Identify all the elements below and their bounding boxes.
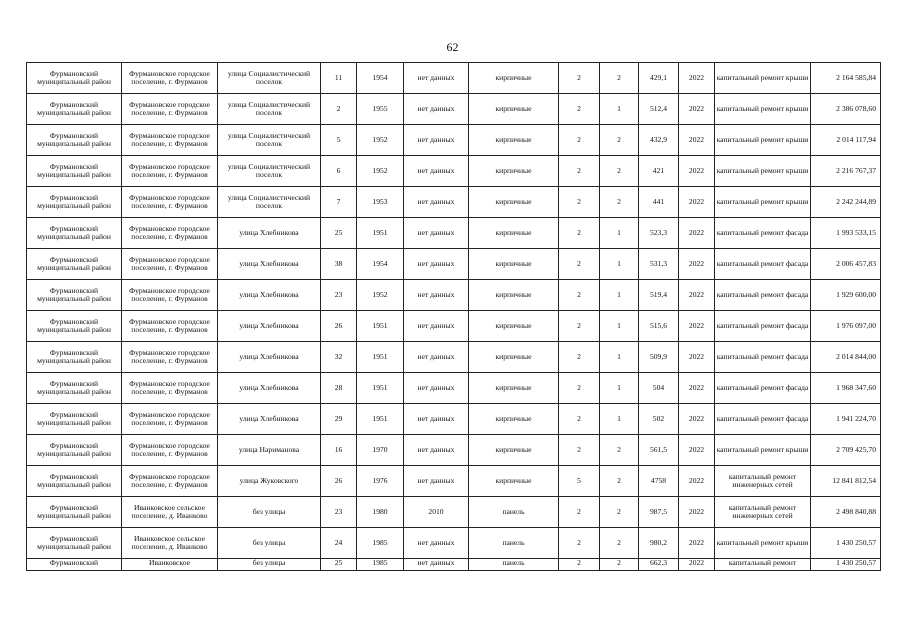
- cell-build-year: 1952: [357, 125, 404, 156]
- cell-wall-material: кирпичные: [469, 94, 559, 125]
- cell-repair-year: 2022: [679, 435, 715, 466]
- cell-street: улица Хлебникова: [218, 249, 321, 280]
- cell-repair-year: 2022: [679, 249, 715, 280]
- cell-floors: 2: [559, 373, 600, 404]
- cell-house-number: 23: [321, 497, 357, 528]
- cell-work-type: капитальный ремонт фасада: [715, 218, 811, 249]
- cell-reconstruction-year: нет данных: [404, 435, 469, 466]
- table-row: [27, 497, 881, 528]
- cell-entrances: 1: [600, 94, 639, 125]
- cell-floors: 2: [559, 63, 600, 94]
- cell-reconstruction-year: нет данных: [404, 528, 469, 559]
- cell-street: улица Социалистический поселок: [218, 63, 321, 94]
- cell-area: 441: [639, 187, 679, 218]
- cell-wall-material: панель: [469, 497, 559, 528]
- cell-area: 523,3: [639, 218, 679, 249]
- table-row: [27, 559, 881, 571]
- cell-district: Фурмановский муниципальный район: [27, 435, 122, 466]
- cell-floors: 2: [559, 528, 600, 559]
- cell-floors: 2: [559, 497, 600, 528]
- table-row: [27, 466, 881, 497]
- cell-settlement: Фурмановское городское поселение, г. Фурманов: [122, 404, 218, 435]
- cell-district: Фурмановский муниципальный район: [27, 404, 122, 435]
- cell-district: Фурмановский муниципальный район: [27, 373, 122, 404]
- cell-cost: 12 841 812,54: [811, 466, 881, 497]
- cell-house-number: 28: [321, 373, 357, 404]
- cell-floors: 2: [559, 311, 600, 342]
- cell-district: Фурмановский муниципальный район: [27, 280, 122, 311]
- cell-cost: 1 993 533,15: [811, 218, 881, 249]
- cell-settlement: Фурмановское городское поселение, г. Фурманов: [122, 435, 218, 466]
- cell-house-number: 29: [321, 404, 357, 435]
- cell-street: без улицы: [218, 528, 321, 559]
- cell-street: улица Хлебникова: [218, 280, 321, 311]
- cell-repair-year: 2022: [679, 125, 715, 156]
- cell-wall-material: панель: [469, 559, 559, 571]
- cell-repair-year: 2022: [679, 404, 715, 435]
- cell-entrances: 1: [600, 280, 639, 311]
- cell-work-type: капитальный ремонт фасада: [715, 280, 811, 311]
- cell-area: 519,4: [639, 280, 679, 311]
- cell-street: улица Жуковского: [218, 466, 321, 497]
- cell-work-type: капитальный ремонт фасада: [715, 311, 811, 342]
- cell-reconstruction-year: нет данных: [404, 63, 469, 94]
- cell-floors: 2: [559, 187, 600, 218]
- cell-cost: 2 242 244,89: [811, 187, 881, 218]
- cell-house-number: 32: [321, 342, 357, 373]
- cell-work-type: капитальный ремонт крыши: [715, 94, 811, 125]
- cell-build-year: 1951: [357, 218, 404, 249]
- cell-repair-year: 2022: [679, 559, 715, 571]
- cell-house-number: 16: [321, 435, 357, 466]
- cell-work-type: капитальный ремонт крыши: [715, 528, 811, 559]
- cell-entrances: 1: [600, 373, 639, 404]
- cell-wall-material: кирпичные: [469, 63, 559, 94]
- cell-entrances: 1: [600, 311, 639, 342]
- cell-floors: 2: [559, 435, 600, 466]
- cell-area: 421: [639, 156, 679, 187]
- cell-area: 561,5: [639, 435, 679, 466]
- cell-street: улица Хлебникова: [218, 342, 321, 373]
- cell-cost: 1 430 250,57: [811, 528, 881, 559]
- cell-cost: 1 968 347,60: [811, 373, 881, 404]
- cell-work-type: капитальный ремонт фасада: [715, 249, 811, 280]
- cell-house-number: 26: [321, 466, 357, 497]
- cell-cost: 1 976 097,00: [811, 311, 881, 342]
- cell-floors: 2: [559, 404, 600, 435]
- cell-reconstruction-year: нет данных: [404, 559, 469, 571]
- cell-street: улица Социалистический поселок: [218, 187, 321, 218]
- cell-street: без улицы: [218, 559, 321, 571]
- cell-settlement: Фурмановское городское поселение, г. Фурманов: [122, 311, 218, 342]
- cell-cost: 1 430 250,57: [811, 559, 881, 571]
- cell-wall-material: кирпичные: [469, 218, 559, 249]
- cell-district: Фурмановский муниципальный район: [27, 156, 122, 187]
- table-row: [27, 63, 881, 94]
- cell-settlement: Фурмановское городское поселение, г. Фурманов: [122, 466, 218, 497]
- cell-street: улица Хлебникова: [218, 404, 321, 435]
- cell-reconstruction-year: 2010: [404, 497, 469, 528]
- cell-work-type: капитальный ремонт крыши: [715, 125, 811, 156]
- cell-wall-material: кирпичные: [469, 435, 559, 466]
- cell-area: 531,3: [639, 249, 679, 280]
- cell-house-number: 25: [321, 559, 357, 571]
- table-row: [27, 342, 881, 373]
- cell-house-number: 38: [321, 249, 357, 280]
- cell-district: Фурмановский муниципальный район: [27, 311, 122, 342]
- cell-wall-material: кирпичные: [469, 342, 559, 373]
- cell-district: Фурмановский муниципальный район: [27, 342, 122, 373]
- cell-area: 502: [639, 404, 679, 435]
- cell-district: Фурмановский муниципальный район: [27, 466, 122, 497]
- cell-reconstruction-year: нет данных: [404, 249, 469, 280]
- cell-entrances: 2: [600, 497, 639, 528]
- cell-repair-year: 2022: [679, 63, 715, 94]
- cell-area: 432,9: [639, 125, 679, 156]
- cell-cost: 2 014 844,00: [811, 342, 881, 373]
- cell-work-type: капитальный ремонт фасада: [715, 373, 811, 404]
- cell-wall-material: кирпичные: [469, 280, 559, 311]
- cell-area: 515,6: [639, 311, 679, 342]
- cell-entrances: 1: [600, 218, 639, 249]
- cell-street: улица Нариманова: [218, 435, 321, 466]
- cell-house-number: 23: [321, 280, 357, 311]
- cell-house-number: 25: [321, 218, 357, 249]
- cell-house-number: 24: [321, 528, 357, 559]
- cell-work-type: капитальный ремонт крыши: [715, 156, 811, 187]
- cell-build-year: 1951: [357, 311, 404, 342]
- cell-floors: 2: [559, 125, 600, 156]
- table-row: [27, 280, 881, 311]
- cell-street: улица Социалистический поселок: [218, 125, 321, 156]
- cell-build-year: 1954: [357, 249, 404, 280]
- cell-work-type: капитальный ремонт инженерных сетей: [715, 497, 811, 528]
- cell-settlement: Фурмановское городское поселение, г. Фурманов: [122, 218, 218, 249]
- cell-area: 509,9: [639, 342, 679, 373]
- cell-reconstruction-year: нет данных: [404, 373, 469, 404]
- cell-cost: 1 941 224,70: [811, 404, 881, 435]
- cell-work-type: капитальный ремонт крыши: [715, 63, 811, 94]
- cell-build-year: 1953: [357, 187, 404, 218]
- cell-wall-material: кирпичные: [469, 249, 559, 280]
- cell-repair-year: 2022: [679, 280, 715, 311]
- cell-cost: 2 709 425,70: [811, 435, 881, 466]
- cell-entrances: 2: [600, 559, 639, 571]
- table-row: [27, 94, 881, 125]
- cell-entrances: 1: [600, 404, 639, 435]
- cell-settlement: Иванковское: [122, 559, 218, 571]
- cell-house-number: 7: [321, 187, 357, 218]
- cell-cost: 2 216 767,37: [811, 156, 881, 187]
- cell-area: 987,5: [639, 497, 679, 528]
- cell-wall-material: кирпичные: [469, 404, 559, 435]
- cell-street: без улицы: [218, 497, 321, 528]
- cell-district: Фурмановский муниципальный район: [27, 249, 122, 280]
- cell-reconstruction-year: нет данных: [404, 94, 469, 125]
- cell-reconstruction-year: нет данных: [404, 404, 469, 435]
- table-row: [27, 218, 881, 249]
- table-row: [27, 435, 881, 466]
- cell-house-number: 26: [321, 311, 357, 342]
- cell-reconstruction-year: нет данных: [404, 342, 469, 373]
- cell-build-year: 1970: [357, 435, 404, 466]
- cell-wall-material: кирпичные: [469, 156, 559, 187]
- cell-repair-year: 2022: [679, 373, 715, 404]
- cell-floors: 5: [559, 466, 600, 497]
- cell-entrances: 2: [600, 187, 639, 218]
- table-row: [27, 373, 881, 404]
- cell-work-type: капитальный ремонт фасада: [715, 342, 811, 373]
- table-row: [27, 187, 881, 218]
- cell-build-year: 1976: [357, 466, 404, 497]
- cell-repair-year: 2022: [679, 187, 715, 218]
- cell-entrances: 2: [600, 528, 639, 559]
- cell-build-year: 1955: [357, 94, 404, 125]
- cell-wall-material: панель: [469, 528, 559, 559]
- cell-cost: 2 498 840,88: [811, 497, 881, 528]
- table-row: [27, 125, 881, 156]
- cell-entrances: 2: [600, 466, 639, 497]
- cell-district: Фурмановский муниципальный район: [27, 63, 122, 94]
- cell-reconstruction-year: нет данных: [404, 311, 469, 342]
- cell-entrances: 2: [600, 125, 639, 156]
- cell-settlement: Фурмановское городское поселение, г. Фурманов: [122, 373, 218, 404]
- cell-wall-material: кирпичные: [469, 373, 559, 404]
- cell-entrances: 2: [600, 156, 639, 187]
- cell-repair-year: 2022: [679, 156, 715, 187]
- cell-reconstruction-year: нет данных: [404, 187, 469, 218]
- cell-work-type: капитальный ремонт крыши: [715, 435, 811, 466]
- cell-cost: 2 164 585,84: [811, 63, 881, 94]
- cell-settlement: Фурмановское городское поселение, г. Фурманов: [122, 94, 218, 125]
- cell-floors: 2: [559, 559, 600, 571]
- cell-work-type: капитальный ремонт крыши: [715, 187, 811, 218]
- cell-settlement: Фурмановское городское поселение, г. Фурманов: [122, 125, 218, 156]
- cell-cost: 2 014 117,94: [811, 125, 881, 156]
- cell-reconstruction-year: нет данных: [404, 280, 469, 311]
- cell-build-year: 1951: [357, 342, 404, 373]
- cell-house-number: 11: [321, 63, 357, 94]
- cell-repair-year: 2022: [679, 497, 715, 528]
- cell-wall-material: кирпичные: [469, 466, 559, 497]
- cell-area: 504: [639, 373, 679, 404]
- cell-settlement: Фурмановское городское поселение, г. Фурманов: [122, 63, 218, 94]
- cell-area: 512,4: [639, 94, 679, 125]
- cell-settlement: Фурмановское городское поселение, г. Фурманов: [122, 187, 218, 218]
- cell-settlement: Фурмановское городское поселение, г. Фурманов: [122, 280, 218, 311]
- cell-floors: 2: [559, 280, 600, 311]
- cell-entrances: 1: [600, 342, 639, 373]
- cell-reconstruction-year: нет данных: [404, 466, 469, 497]
- cell-area: 429,1: [639, 63, 679, 94]
- cell-repair-year: 2022: [679, 94, 715, 125]
- cell-district: Фурмановский муниципальный район: [27, 218, 122, 249]
- table-body: [27, 63, 881, 571]
- cell-floors: 2: [559, 249, 600, 280]
- cell-settlement: Фурмановское городское поселение, г. Фурманов: [122, 249, 218, 280]
- cell-build-year: 1985: [357, 528, 404, 559]
- table-row: [27, 528, 881, 559]
- table-row: [27, 404, 881, 435]
- cell-entrances: 2: [600, 435, 639, 466]
- cell-reconstruction-year: нет данных: [404, 218, 469, 249]
- cell-build-year: 1952: [357, 156, 404, 187]
- cell-wall-material: кирпичные: [469, 311, 559, 342]
- page-number: 62: [446, 40, 459, 54]
- cell-repair-year: 2022: [679, 342, 715, 373]
- cell-repair-year: 2022: [679, 466, 715, 497]
- cell-reconstruction-year: нет данных: [404, 156, 469, 187]
- cell-house-number: 2: [321, 94, 357, 125]
- cell-wall-material: кирпичные: [469, 125, 559, 156]
- cell-settlement: Фурмановское городское поселение, г. Фурманов: [122, 156, 218, 187]
- cell-area: 4758: [639, 466, 679, 497]
- cell-build-year: 1985: [357, 559, 404, 571]
- cell-street: улица Социалистический поселок: [218, 156, 321, 187]
- cell-cost: 1 929 600,00: [811, 280, 881, 311]
- cell-house-number: 5: [321, 125, 357, 156]
- buildings-table: [26, 62, 881, 571]
- table-row: [27, 249, 881, 280]
- cell-work-type: капитальный ремонт инженерных сетей: [715, 466, 811, 497]
- cell-district: Фурмановский: [27, 559, 122, 571]
- table-row: [27, 311, 881, 342]
- cell-district: Фурмановский муниципальный район: [27, 497, 122, 528]
- cell-district: Фурмановский муниципальный район: [27, 125, 122, 156]
- cell-cost: 2 006 457,83: [811, 249, 881, 280]
- cell-floors: 2: [559, 218, 600, 249]
- cell-district: Фурмановский муниципальный район: [27, 528, 122, 559]
- cell-repair-year: 2022: [679, 311, 715, 342]
- cell-street: улица Хлебникова: [218, 373, 321, 404]
- cell-floors: 2: [559, 156, 600, 187]
- cell-build-year: 1952: [357, 280, 404, 311]
- cell-street: улица Хлебникова: [218, 218, 321, 249]
- cell-entrances: 2: [600, 63, 639, 94]
- cell-wall-material: кирпичные: [469, 187, 559, 218]
- cell-street: улица Социалистический поселок: [218, 94, 321, 125]
- cell-settlement: Иванковское сельское поселение, д. Иванково: [122, 497, 218, 528]
- cell-floors: 2: [559, 94, 600, 125]
- cell-area: 980,2: [639, 528, 679, 559]
- cell-build-year: 1951: [357, 404, 404, 435]
- cell-house-number: 6: [321, 156, 357, 187]
- cell-settlement: Фурмановское городское поселение, г. Фурманов: [122, 342, 218, 373]
- cell-repair-year: 2022: [679, 528, 715, 559]
- cell-build-year: 1980: [357, 497, 404, 528]
- cell-build-year: 1951: [357, 373, 404, 404]
- cell-area: 662,3: [639, 559, 679, 571]
- table-row: [27, 156, 881, 187]
- cell-district: Фурмановский муниципальный район: [27, 187, 122, 218]
- cell-street: улица Хлебникова: [218, 311, 321, 342]
- cell-district: Фурмановский муниципальный район: [27, 94, 122, 125]
- cell-repair-year: 2022: [679, 218, 715, 249]
- cell-reconstruction-year: нет данных: [404, 125, 469, 156]
- cell-build-year: 1954: [357, 63, 404, 94]
- cell-floors: 2: [559, 342, 600, 373]
- cell-settlement: Иванковское сельское поселение, д. Иванково: [122, 528, 218, 559]
- cell-entrances: 1: [600, 249, 639, 280]
- cell-cost: 2 386 078,60: [811, 94, 881, 125]
- cell-work-type: капитальный ремонт фасада: [715, 404, 811, 435]
- cell-work-type: капитальный ремонт: [715, 559, 811, 571]
